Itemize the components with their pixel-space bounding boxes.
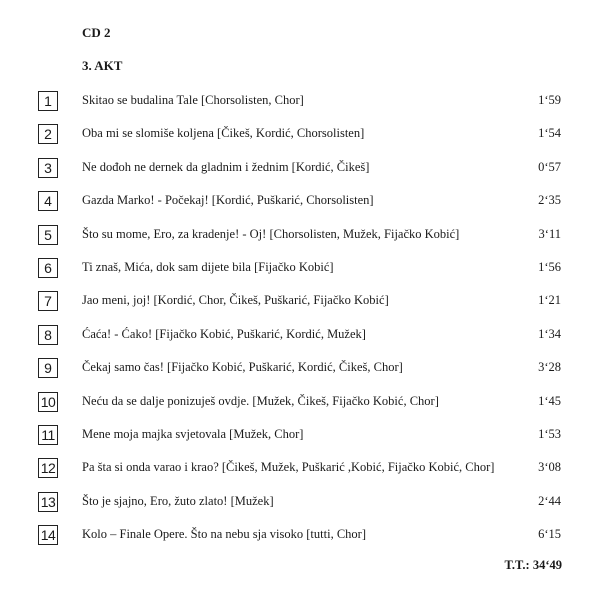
track-title: Oba mi se slomiše koljena [Čikeš, Kordić, Chorsolisten] xyxy=(82,126,365,141)
track-number: 14 xyxy=(38,525,58,545)
track-number: 2 xyxy=(38,124,58,144)
track-duration: 1‘34 xyxy=(538,326,561,341)
track-title: Što je sjajno, Ero, žuto zlato! [Mužek] xyxy=(82,493,274,508)
track-row xyxy=(0,88,600,121)
track-number: 11 xyxy=(38,425,58,445)
track-row xyxy=(0,255,600,288)
track-duration: 6‘15 xyxy=(538,527,561,542)
total-time: T.T.: 34‘49 xyxy=(504,558,562,572)
track-number: 4 xyxy=(38,191,58,211)
track-duration: 1‘54 xyxy=(538,126,561,141)
track-title: Ne dođoh ne dernek da gladnim i žednim [Kordić, Čikeš] xyxy=(82,159,370,174)
track-duration: 2‘35 xyxy=(538,193,561,208)
track-duration: 3‘08 xyxy=(538,460,561,475)
track-title: Mene moja majka svjetovala [Mužek, Chor] xyxy=(82,426,304,441)
track-number: 1 xyxy=(38,91,58,111)
track-number: 12 xyxy=(38,458,58,478)
track-number: 13 xyxy=(38,492,58,512)
track-title: Jao meni, joj! [Kordić, Chor, Čikeš, Puškarić, Fijačko Kobić] xyxy=(82,293,389,308)
track-title: Neću da se dalje ponizuješ ovdje. [Mužek, Čikeš, Fijačko Kobić, Chor] xyxy=(82,393,439,408)
track-title: Kolo – Finale Opere. Što na nebu sja visoko [tutti, Chor] xyxy=(82,527,366,542)
track-duration: 1‘45 xyxy=(538,393,561,408)
track-number: 9 xyxy=(38,358,58,378)
track-title: Čekaj samo čas! [Fijačko Kobić, Puškarić, Kordić, Čikeš, Chor] xyxy=(82,360,403,375)
track-row xyxy=(0,522,600,555)
track-duration: 1‘21 xyxy=(538,293,561,308)
track-title: Skitao se budalina Tale [Chorsolisten, Chor] xyxy=(82,93,304,107)
track-duration: 1‘53 xyxy=(538,426,561,441)
track-row xyxy=(0,155,600,188)
track-row xyxy=(0,389,600,422)
track-duration: 1‘59 xyxy=(538,93,561,107)
act-heading: 3. AKT xyxy=(82,58,123,73)
track-title: Gazda Marko! - Počekaj! [Kordić, Puškarić, Chorsolisten] xyxy=(82,193,374,208)
track-row xyxy=(0,322,600,355)
track-number: 8 xyxy=(38,325,58,345)
track-title: Ćaća! - Ćako! [Fijačko Kobić, Puškarić, Kordić, Mužek] xyxy=(82,326,366,341)
track-duration: 1‘56 xyxy=(538,259,561,274)
track-row xyxy=(0,355,600,388)
cd-label: CD 2 xyxy=(82,25,111,40)
track-duration: 0‘57 xyxy=(538,159,561,174)
track-number: 10 xyxy=(38,392,58,412)
track-number: 7 xyxy=(38,291,58,311)
track-duration: 2‘44 xyxy=(538,493,561,508)
track-row xyxy=(0,455,600,488)
track-row xyxy=(0,422,600,455)
track-number: 5 xyxy=(38,225,58,245)
track-row xyxy=(0,288,600,321)
track-row xyxy=(0,222,600,255)
track-row xyxy=(0,188,600,221)
track-duration: 3‘11 xyxy=(538,226,561,241)
track-number: 3 xyxy=(38,158,58,178)
track-title: Pa šta si onda varao i krao? [Čikeš, Mužek, Puškarić ,Kobić, Fijačko Kobić, Chor] xyxy=(82,460,495,475)
track-number: 6 xyxy=(38,258,58,278)
track-title: Ti znaš, Mića, dok sam dijete bila [Fijačko Kobić] xyxy=(82,259,334,274)
track-title: Što su mome, Ero, za kradenje! - Oj! [Chorsolisten, Mužek, Fijačko Kobić] xyxy=(82,226,460,241)
track-row xyxy=(0,121,600,154)
track-list xyxy=(0,88,600,555)
track-row xyxy=(0,489,600,522)
track-duration: 3‘28 xyxy=(538,360,561,375)
